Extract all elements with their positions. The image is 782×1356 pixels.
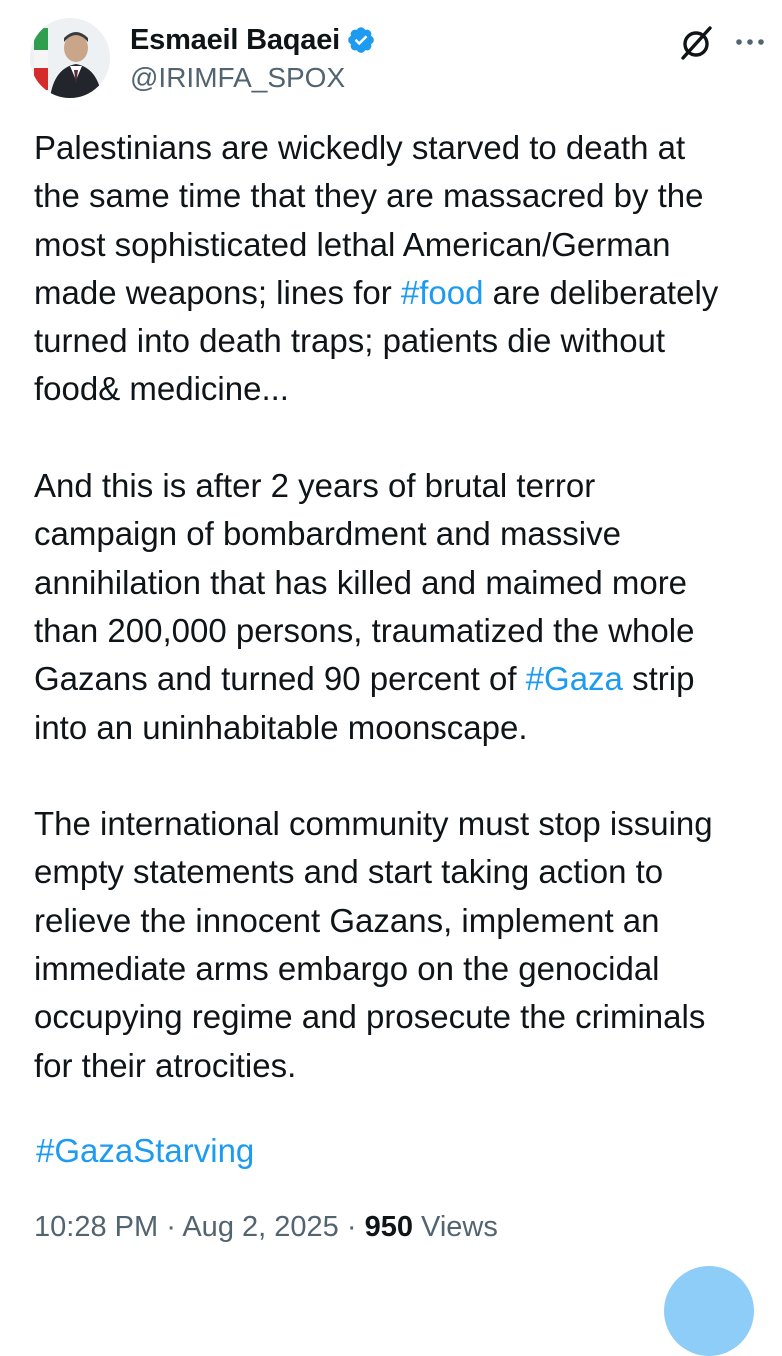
tweet-text bbox=[34, 124, 764, 1138]
tweet-paragraph bbox=[34, 800, 764, 1090]
tweet-text-segment: Palestinians are wickedly starved to death at the same time that they are massacred by the most sophisticated lethal American/German made weapons; lines for bbox=[34, 129, 704, 311]
views-label: Views bbox=[421, 1211, 498, 1243]
views-count[interactable]: 950 bbox=[364, 1211, 413, 1243]
meta-separator: · bbox=[166, 1211, 176, 1243]
verified-badge-icon bbox=[346, 25, 376, 55]
tweet-header bbox=[0, 0, 782, 110]
tweet-paragraph bbox=[34, 462, 764, 752]
name-row bbox=[130, 20, 376, 60]
hashtag-link[interactable]: #food bbox=[400, 273, 484, 311]
grok-icon[interactable] bbox=[676, 22, 718, 64]
tweet-text-segment: And this is after 2 years of brutal terror campaign of bombardment and massive annihilation that has killed and maimed more than 200,000 persons, traumatized the whole Gazans and turned 90 percent of bbox=[34, 467, 695, 698]
hashtag-gazastarving[interactable]: #GazaStarving bbox=[36, 1132, 255, 1169]
hashtag-link[interactable]: #Gaza bbox=[525, 660, 623, 698]
handle[interactable]: @IRIMFA_SPOX bbox=[130, 62, 346, 93]
avatar[interactable] bbox=[30, 18, 110, 98]
meta-separator: · bbox=[346, 1211, 357, 1243]
tweet-text-segment: strip into an uninhabitable moonscape. bbox=[34, 660, 695, 746]
tweet-time[interactable]: 10:28 PM bbox=[34, 1211, 159, 1243]
avatar-image bbox=[30, 18, 110, 98]
tweet-text-segment: The international community must stop issuing empty statements and start taking action to relieve the innocent Gazans, implement an immediate arms embargo on the genocidal occupying regime and prosecute the criminals for their atrocities. bbox=[34, 805, 713, 1084]
more-options-icon[interactable] bbox=[730, 22, 770, 62]
tweet-text-segment: are deliberately turned into death traps; patients die without food& medicine... bbox=[34, 273, 719, 408]
author-identity bbox=[130, 20, 376, 94]
tweet-paragraph bbox=[34, 124, 764, 414]
tweet-metadata bbox=[34, 1211, 498, 1244]
tweet-date[interactable]: Aug 2, 2025 bbox=[182, 1211, 339, 1243]
display-name[interactable]: Esmaeil Baqaei bbox=[130, 23, 340, 56]
